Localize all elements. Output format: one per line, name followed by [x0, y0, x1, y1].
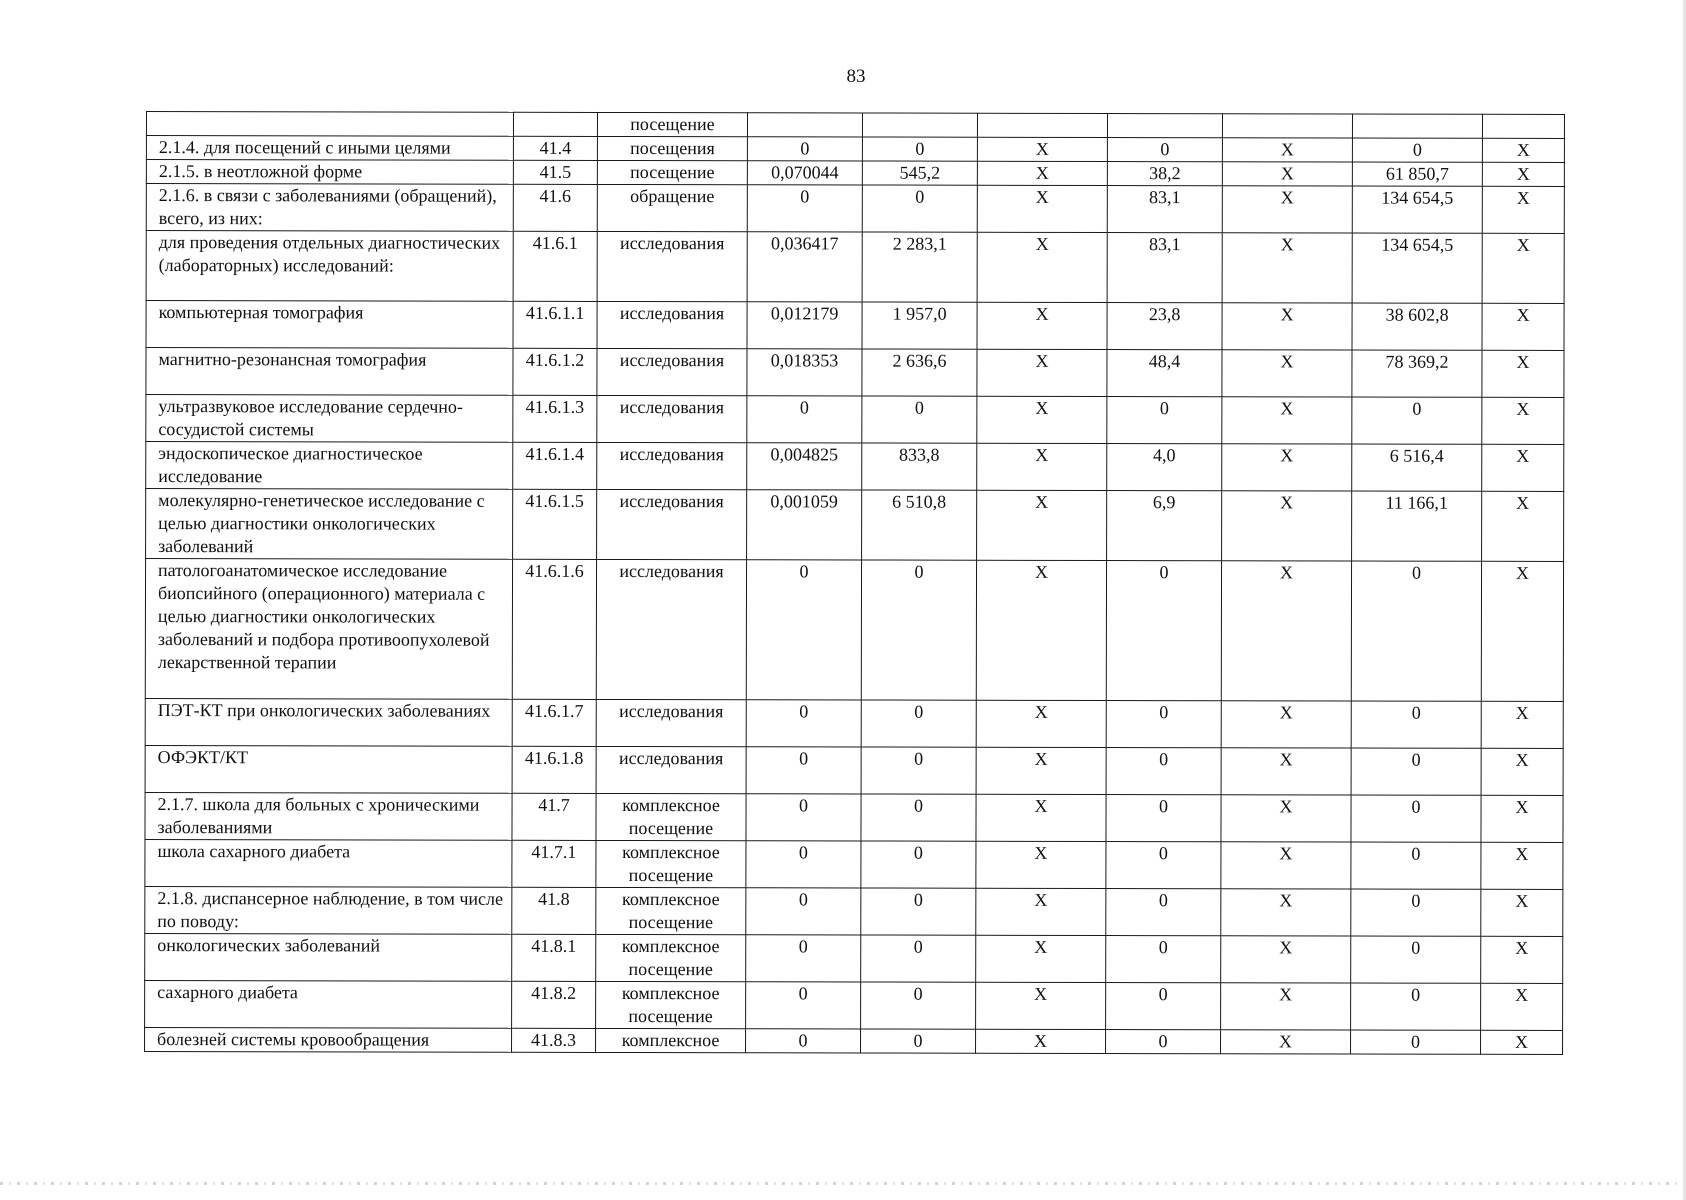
value-1: 0 — [746, 1029, 861, 1053]
value-7: Х — [1481, 561, 1563, 701]
row-name: эндоскопическое диагностическое исследование — [146, 442, 513, 490]
value-4: 0 — [1106, 889, 1221, 936]
value-3: Х — [976, 1029, 1106, 1053]
value-5: Х — [1222, 397, 1352, 444]
value-4: 0 — [1106, 842, 1221, 889]
value-7 — [1482, 114, 1564, 138]
value-4: 0 — [1107, 397, 1222, 444]
value-6: 0 — [1351, 795, 1481, 842]
table-body — [145, 112, 1565, 1055]
row-unit: исследования — [597, 348, 747, 395]
value-2: 0 — [862, 185, 977, 232]
row-code: 41.4 — [513, 136, 597, 160]
value-4: 0 — [1106, 561, 1221, 701]
row-unit: комплексное посещение — [596, 981, 746, 1028]
value-6: 0 — [1351, 748, 1481, 795]
value-3: Х — [977, 490, 1107, 560]
table-row — [145, 886, 1563, 936]
row-name: сахарного диабета — [145, 980, 512, 1028]
value-2 — [862, 113, 977, 137]
value-1: 0,036417 — [747, 232, 862, 302]
value-1: 0 — [746, 982, 861, 1029]
value-2: 1 957,0 — [862, 302, 977, 349]
row-name: ультразвуковое исследование сердечно-сосудистой системы — [146, 395, 513, 443]
row-code: 41.6.1.3 — [513, 395, 597, 442]
value-1: 0 — [746, 888, 861, 935]
row-name: компьютерная томография — [146, 301, 513, 349]
row-unit: посещение — [597, 112, 747, 136]
table-row — [146, 395, 1564, 445]
row-unit: комплексное посещение — [596, 793, 746, 840]
row-code: 41.6.1.6 — [512, 559, 596, 699]
value-5: Х — [1221, 748, 1351, 795]
table-row — [146, 112, 1564, 139]
value-2: 0 — [861, 560, 976, 700]
value-3: Х — [977, 302, 1107, 349]
value-3 — [977, 113, 1107, 137]
row-unit: исследования — [597, 489, 747, 559]
value-6: 11 166,1 — [1352, 491, 1482, 561]
row-code: 41.6.1.4 — [513, 442, 597, 489]
value-1: 0 — [746, 700, 861, 747]
value-4: 38,2 — [1107, 162, 1222, 186]
row-unit: исследования — [596, 699, 746, 746]
value-2: 0 — [861, 700, 976, 747]
value-3: Х — [976, 747, 1106, 794]
row-code: 41.8.1 — [512, 934, 596, 981]
value-6: 6 516,4 — [1352, 444, 1482, 491]
value-5: Х — [1222, 303, 1352, 350]
value-7: Х — [1481, 936, 1563, 983]
table-row — [145, 792, 1563, 842]
table-row — [146, 489, 1564, 562]
table-row — [145, 839, 1563, 889]
row-name: молекулярно-генетическое исследование с целью диагностики онкологических заболеваний — [146, 489, 513, 560]
row-unit: обращение — [597, 184, 747, 231]
value-6: 0 — [1351, 889, 1481, 936]
value-3: Х — [977, 232, 1107, 302]
value-1: 0 — [746, 935, 861, 982]
value-4: 0 — [1106, 1030, 1221, 1054]
row-unit: исследования — [597, 301, 747, 348]
value-5: Х — [1222, 162, 1352, 186]
row-code: 41.7.1 — [512, 840, 596, 887]
page-number: 83 — [846, 66, 866, 87]
value-4: 0 — [1106, 748, 1221, 795]
value-3: Х — [977, 396, 1107, 443]
value-4: 83,1 — [1107, 233, 1222, 303]
value-6: 0 — [1351, 936, 1481, 983]
value-6: 0 — [1351, 1030, 1481, 1054]
value-2: 0 — [861, 982, 976, 1029]
value-7: Х — [1481, 701, 1563, 748]
row-code: 41.6.1.8 — [512, 746, 596, 793]
value-6: 78 369,2 — [1352, 350, 1482, 397]
value-2: 0 — [861, 841, 976, 888]
value-2: 833,8 — [862, 443, 977, 490]
value-1: 0 — [746, 841, 861, 888]
row-unit: исследования — [597, 442, 747, 489]
value-1: 0 — [747, 137, 862, 161]
table-row — [146, 301, 1564, 351]
value-7: Х — [1482, 350, 1564, 397]
value-1: 0,004825 — [747, 443, 862, 490]
value-2: 0 — [861, 794, 976, 841]
value-2: 0 — [861, 747, 976, 794]
value-1: 0,018353 — [747, 349, 862, 396]
value-4: 0 — [1106, 701, 1221, 748]
value-3: Х — [977, 443, 1107, 490]
value-5: Х — [1222, 138, 1352, 162]
value-5: Х — [1221, 795, 1351, 842]
value-4: 83,1 — [1107, 186, 1222, 233]
row-unit: комплексное посещение — [596, 840, 746, 887]
value-1: 0,012179 — [747, 302, 862, 349]
row-name: ПЭТ-КТ при онкологических заболеваниях — [145, 698, 512, 746]
value-7: Х — [1481, 1030, 1563, 1054]
table-row — [146, 184, 1564, 234]
value-7: Х — [1482, 186, 1564, 233]
row-unit: комплексное посещение — [596, 887, 746, 934]
table-row — [146, 160, 1564, 187]
value-6: 134 654,5 — [1352, 233, 1482, 303]
row-name: школа сахарного диабета — [145, 839, 512, 887]
table-row — [145, 698, 1563, 748]
value-5: Х — [1221, 936, 1351, 983]
value-6: 0 — [1351, 701, 1481, 748]
value-4: 6,9 — [1107, 491, 1222, 561]
value-7: Х — [1482, 444, 1564, 491]
value-2: 0 — [862, 396, 977, 443]
value-7: Х — [1482, 303, 1564, 350]
value-3: Х — [977, 137, 1107, 161]
value-7: Х — [1482, 491, 1564, 561]
row-code: 41.6.1.7 — [512, 699, 596, 746]
value-7: Х — [1481, 889, 1563, 936]
value-7: Х — [1482, 397, 1564, 444]
value-4: 0 — [1106, 983, 1221, 1030]
value-4 — [1107, 114, 1222, 138]
value-1: 0,001059 — [747, 490, 862, 560]
row-name: онкологических заболеваний — [145, 933, 512, 981]
value-3: Х — [976, 982, 1106, 1029]
row-code: 41.5 — [513, 160, 597, 184]
value-6: 0 — [1351, 842, 1481, 889]
row-unit: исследования — [596, 746, 746, 793]
table-row — [146, 348, 1564, 398]
value-7: Х — [1481, 842, 1563, 889]
row-code: 41.7 — [512, 793, 596, 840]
row-name: 2.1.5. в неотложной форме — [146, 160, 513, 185]
table-row — [145, 745, 1563, 795]
row-name: патологоанатомическое исследование биопсийного (операционного) материала с целью диагностики онкологических заболеваний и подбора противоопухолевой лекарственной терапии — [145, 559, 512, 700]
row-name: ОФЭКТ/КТ — [145, 745, 512, 793]
value-7: Х — [1481, 748, 1563, 795]
row-name: 2.1.6. в связи с заболеваниями (обращений), всего, из них: — [146, 184, 513, 232]
value-7: Х — [1482, 138, 1564, 162]
value-6: 0 — [1351, 561, 1481, 701]
row-name: 2.1.7. школа для больных с хроническими заболеваниями — [145, 792, 512, 840]
value-7: Х — [1482, 162, 1564, 186]
table-row — [145, 559, 1563, 702]
value-2: 6 510,8 — [862, 490, 977, 560]
value-3: Х — [976, 935, 1106, 982]
value-1: 0 — [746, 560, 861, 700]
value-1: 0 — [746, 747, 861, 794]
row-name: магнитно-резонансная томография — [146, 348, 513, 396]
value-2: 545,2 — [862, 161, 977, 185]
row-unit: исследования — [597, 395, 747, 442]
table-row — [145, 1027, 1563, 1054]
value-2: 0 — [861, 888, 976, 935]
value-3: Х — [977, 161, 1107, 185]
value-5: Х — [1222, 233, 1352, 303]
value-6 — [1352, 114, 1482, 138]
row-unit: посещение — [597, 160, 747, 184]
row-unit: комплексное — [596, 1028, 746, 1052]
scan-noise-strip — [0, 1182, 1686, 1185]
value-4: 0 — [1107, 138, 1222, 162]
value-1: 0 — [746, 794, 861, 841]
value-5: Х — [1222, 444, 1352, 491]
row-name: 2.1.8. диспансерное наблюдение, в том числе по поводу: — [145, 886, 512, 934]
row-unit: исследования — [596, 559, 746, 699]
value-7: Х — [1482, 233, 1564, 303]
value-2: 0 — [861, 1029, 976, 1053]
value-2: 0 — [862, 137, 977, 161]
value-6: 61 850,7 — [1352, 162, 1482, 186]
value-1 — [747, 113, 862, 137]
row-code: 41.8.3 — [512, 1028, 596, 1052]
table-row — [146, 136, 1564, 163]
table-row — [145, 980, 1563, 1030]
row-code: 41.6.1.1 — [513, 301, 597, 348]
value-6: 38 602,8 — [1352, 303, 1482, 350]
value-3: Х — [977, 349, 1107, 396]
value-4: 0 — [1106, 795, 1221, 842]
value-4: 4,0 — [1107, 444, 1222, 491]
value-5: Х — [1221, 561, 1351, 701]
value-6: 0 — [1352, 397, 1482, 444]
value-7: Х — [1481, 983, 1563, 1030]
value-5: Х — [1221, 1030, 1351, 1054]
value-1: 0,070044 — [747, 161, 862, 185]
value-3: Х — [976, 794, 1106, 841]
row-code: 41.6.1.2 — [513, 348, 597, 395]
value-2: 0 — [861, 935, 976, 982]
value-4: 0 — [1106, 936, 1221, 983]
value-3: Х — [976, 560, 1106, 700]
value-7: Х — [1481, 795, 1563, 842]
row-name: болезней системы кровообращения — [145, 1027, 512, 1052]
row-code: 41.6.1 — [513, 231, 597, 301]
value-2: 2 636,6 — [862, 349, 977, 396]
row-code: 41.8 — [512, 887, 596, 934]
value-5: Х — [1222, 350, 1352, 397]
row-code: 41.6.1.5 — [513, 489, 597, 559]
value-5: Х — [1222, 186, 1352, 233]
value-4: 23,8 — [1107, 303, 1222, 350]
value-5: Х — [1221, 889, 1351, 936]
value-2: 2 283,1 — [862, 232, 977, 302]
value-5: Х — [1221, 983, 1351, 1030]
row-name: для проведения отдельных диагностических (лабораторных) исследований: — [146, 231, 513, 302]
table-row — [146, 442, 1564, 492]
row-name — [146, 112, 513, 137]
value-4: 48,4 — [1107, 350, 1222, 397]
value-1: 0 — [747, 185, 862, 232]
value-3: Х — [977, 185, 1107, 232]
value-6: 134 654,5 — [1352, 186, 1482, 233]
table-row — [146, 231, 1564, 304]
row-code: 41.8.2 — [512, 981, 596, 1028]
row-unit: исследования — [597, 231, 747, 301]
row-code — [513, 112, 597, 136]
row-name: 2.1.4. для посещений с иными целями — [146, 136, 513, 161]
value-5: Х — [1222, 491, 1352, 561]
value-3: Х — [976, 888, 1106, 935]
value-5 — [1222, 114, 1352, 138]
value-3: Х — [976, 700, 1106, 747]
financing-table — [144, 111, 1565, 1055]
row-unit: комплексное посещение — [596, 934, 746, 981]
table-row — [145, 933, 1563, 983]
row-unit: посещения — [597, 136, 747, 160]
row-code: 41.6 — [513, 184, 597, 231]
value-6: 0 — [1351, 983, 1481, 1030]
value-5: Х — [1221, 842, 1351, 889]
value-5: Х — [1221, 701, 1351, 748]
value-6: 0 — [1352, 138, 1482, 162]
value-3: Х — [976, 841, 1106, 888]
value-1: 0 — [747, 396, 862, 443]
